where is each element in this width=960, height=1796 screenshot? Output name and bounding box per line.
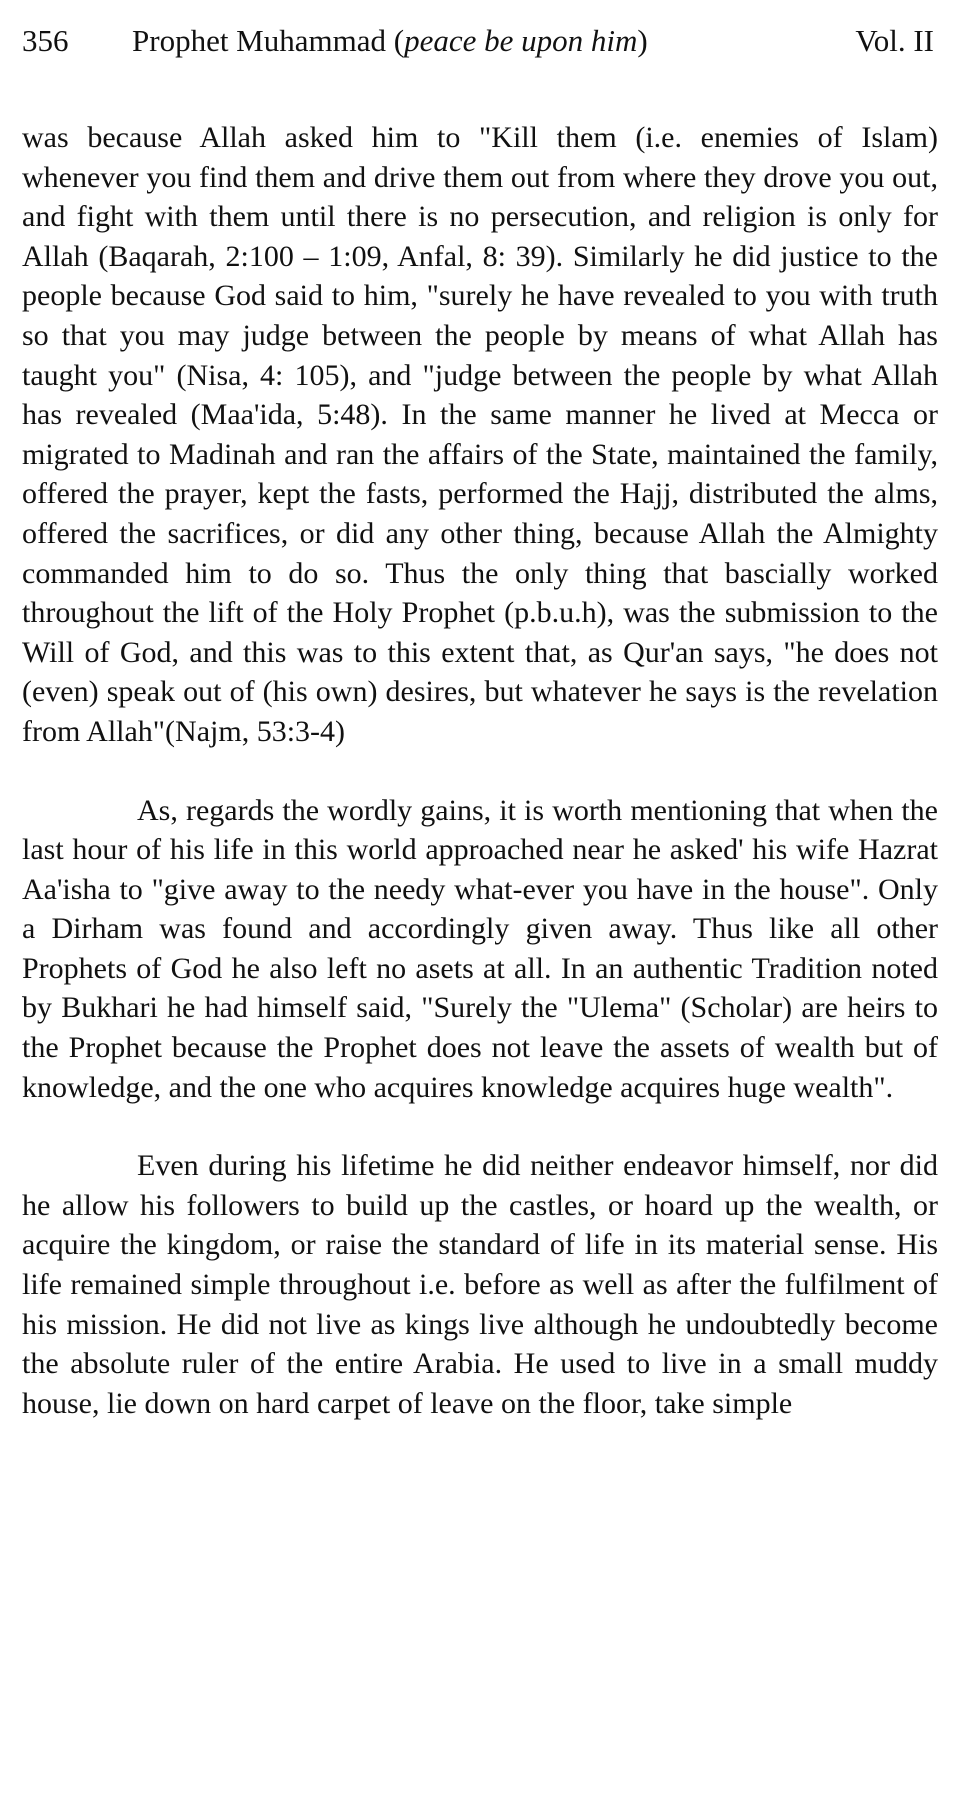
book-title-suffix: )	[637, 23, 648, 58]
paragraph-simple-life: Even during his lifetime he did neither endeavor himself, nor did he allow his followers to build up the castles, or hoard up the wealth, or acquire the kingdom, or raise the standard of life in its material sense. His life remained simple throughout i.e. before as well as after the fulfilment of his mission. He did not live as kings live although he undoubtedly become the absolute ruler of the entire Arabia. He used to live in a small muddy house, lie down on hard carpet of leave on the floor, take simple	[22, 1149, 938, 1420]
running-header	[22, 22, 938, 62]
page-number: 356	[22, 23, 69, 58]
paragraph-continuation: was because Allah asked him to "Kill them (i.e. enemies of Islam) whenever you find them and drive them out from where they drove you out, and fight with them until there is no persecution, and religion is only for Allah (Baqarah, 2:100 – 1:09, Anfal, 8: 39). Similarly he did justice to the people because God said to him, "surely he have revealed to you with truth so that you may judge between the people by means of what Allah has taught you" (Nisa, 4: 105), and "judge between the people by what Allah has revealed (Maa'ida, 5:48). In the same manner he lived at Mecca or migrated to Madinah and ran the affairs of the State, maintained the family, offered the prayer, kept the fasts, performed the Hajj, distributed the alms, offered the sacrifices, or did any other thing, because Allah the Almighty commanded him to do so. Thus the only thing that bascially worked throughout the lift of the Holy Prophet (p.b.u.h), was the submission to the Will of God, and this was to this extent that, as Qur'an says, "he does not (even) speak out of (his own) desires, but whatever he says is the revelation from Allah"(Najm, 53:3-4)	[22, 121, 938, 748]
book-title-prefix: Prophet Muhammad (	[132, 23, 405, 58]
paragraph-worldly-gains: As, regards the wordly gains, it is worth mentioning that when the last hour of his life in this world approached near he asked' his wife Hazrat Aa'isha to "give away to the needy what-ever you have in the house". Only a Dirham was found and accordingly given away. Thus like all other Prophets of God he also left no asets at all. In an authentic Tradition noted by Bukhari he had himself said, "Surely the "Ulema" (Scholar) are heirs to the Prophet because the Prophet does not leave the assets of wealth but of knowledge, and the one who acquires knowledge acquires huge wealth".	[22, 793, 938, 1104]
volume-label: Vol. II	[855, 23, 934, 58]
book-title-italic: peace be upon him	[404, 23, 638, 58]
book-title	[132, 22, 855, 60]
page-body	[22, 118, 938, 1423]
